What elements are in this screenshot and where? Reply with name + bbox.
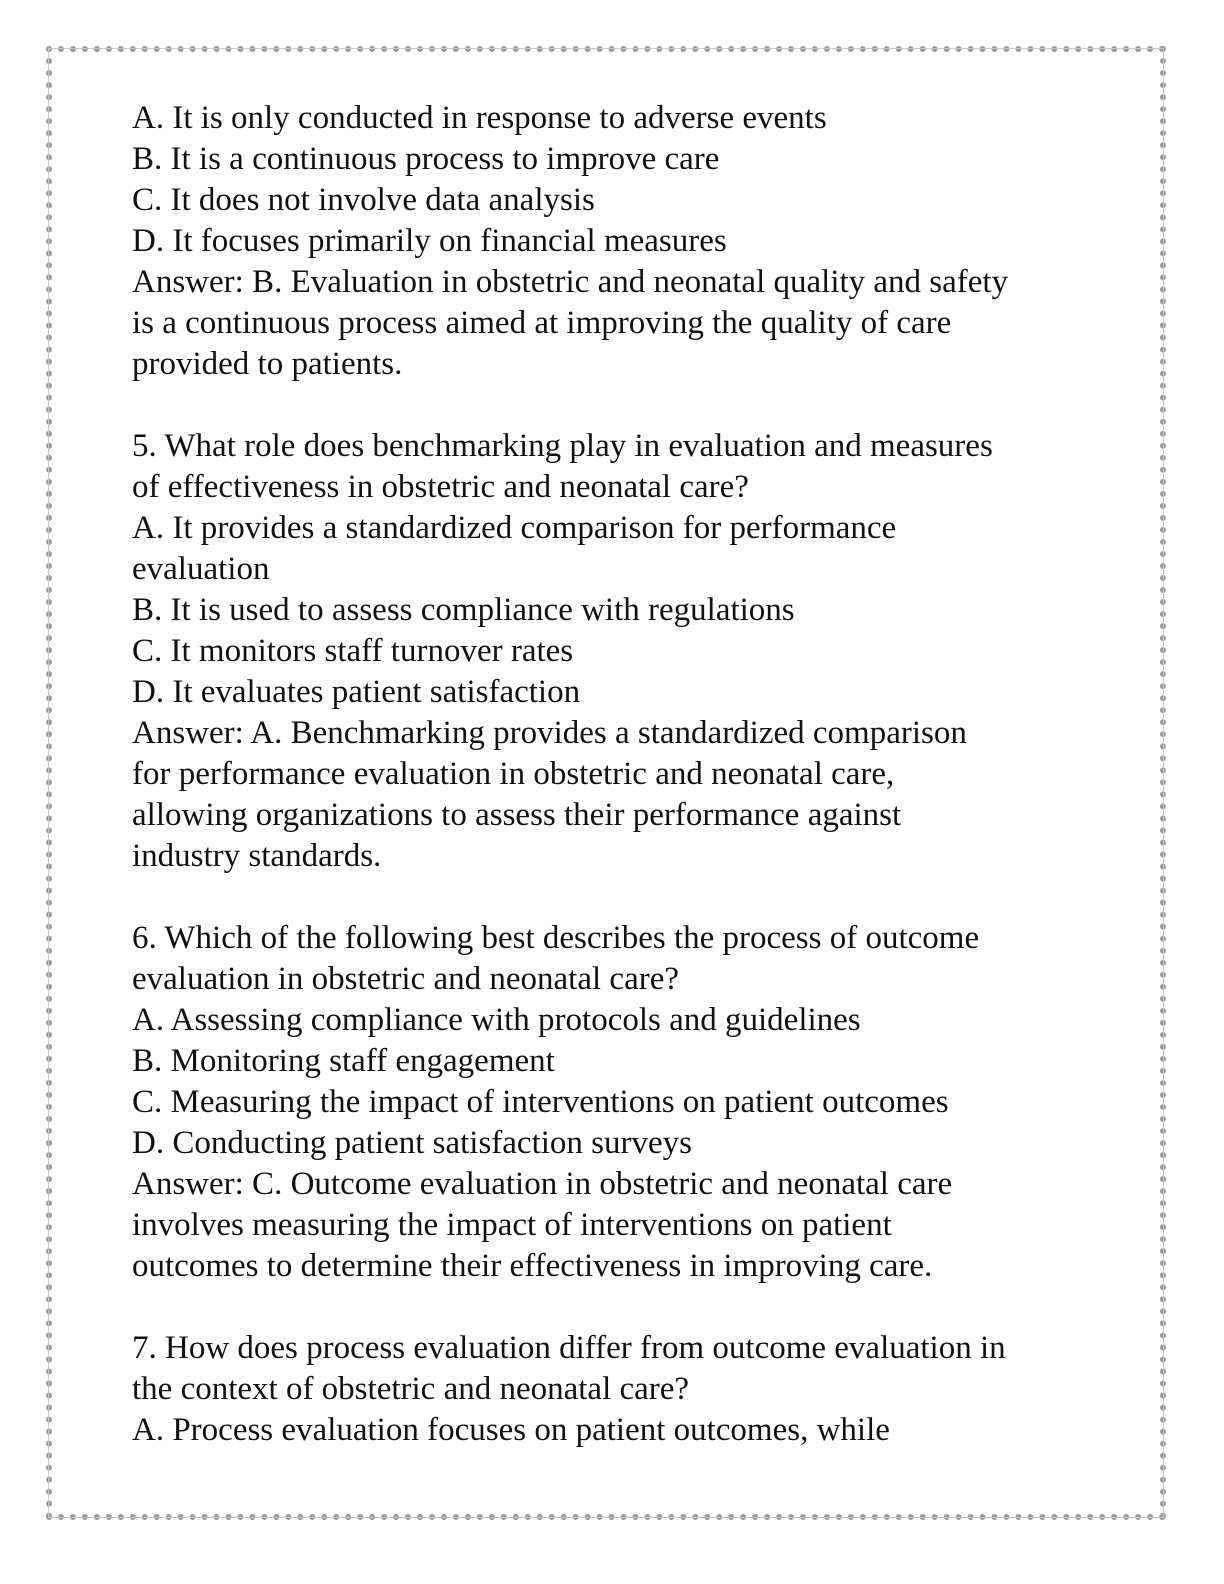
question-text: 7. How does process evaluation differ from outcome evaluation in <box>132 1330 1006 1366</box>
option-a: A. It is only conducted in response to adverse events <box>132 100 827 136</box>
answer-line: is a continuous process aimed at improving the quality of care <box>132 305 952 341</box>
question-7 <box>132 1328 1112 1451</box>
answer-line: Answer: A. Benchmarking provides a standardized comparison <box>132 715 967 751</box>
option-d: D. It evaluates patient satisfaction <box>132 674 581 710</box>
option-a: A. It provides a standardized comparison for performance <box>132 510 897 546</box>
question-text: evaluation in obstetric and neonatal care? <box>132 961 679 997</box>
option-b: B. It is used to assess compliance with regulations <box>132 592 795 628</box>
option-c: C. It does not involve data analysis <box>132 182 595 218</box>
answer-line: allowing organizations to assess their performance against <box>132 797 902 833</box>
option-b: B. Monitoring staff engagement <box>132 1043 555 1079</box>
question-text: the context of obstetric and neonatal care? <box>132 1371 690 1407</box>
option-a: evaluation <box>132 551 270 587</box>
answer-line: Answer: B. Evaluation in obstetric and neonatal quality and safety <box>132 264 1009 300</box>
answer-line: Answer: C. Outcome evaluation in obstetric and neonatal care <box>132 1166 953 1202</box>
option-c: C. Measuring the impact of interventions on patient outcomes <box>132 1084 949 1120</box>
answer-line: outcomes to determine their effectiveness in improving care. <box>132 1248 933 1284</box>
answer-line: provided to patients. <box>132 346 403 382</box>
question-6 <box>132 918 1112 1287</box>
question-5 <box>132 426 1112 877</box>
document-body <box>132 98 1112 1451</box>
answer-line: involves measuring the impact of interventions on patient <box>132 1207 892 1243</box>
question-4-continuation <box>132 98 1112 385</box>
option-b: B. It is a continuous process to improve care <box>132 141 720 177</box>
question-text: 5. What role does benchmarking play in evaluation and measures <box>132 428 993 464</box>
option-a: A. Process evaluation focuses on patient outcomes, while <box>132 1412 890 1448</box>
option-a: A. Assessing compliance with protocols and guidelines <box>132 1002 861 1038</box>
option-c: C. It monitors staff turnover rates <box>132 633 574 669</box>
option-d: D. It focuses primarily on financial measures <box>132 223 727 259</box>
question-text: 6. Which of the following best describes the process of outcome <box>132 920 980 956</box>
answer-line: industry standards. <box>132 838 382 874</box>
answer-line: for performance evaluation in obstetric and neonatal care, <box>132 756 895 792</box>
option-d: D. Conducting patient satisfaction surveys <box>132 1125 692 1161</box>
question-text: of effectiveness in obstetric and neonatal care? <box>132 469 749 505</box>
